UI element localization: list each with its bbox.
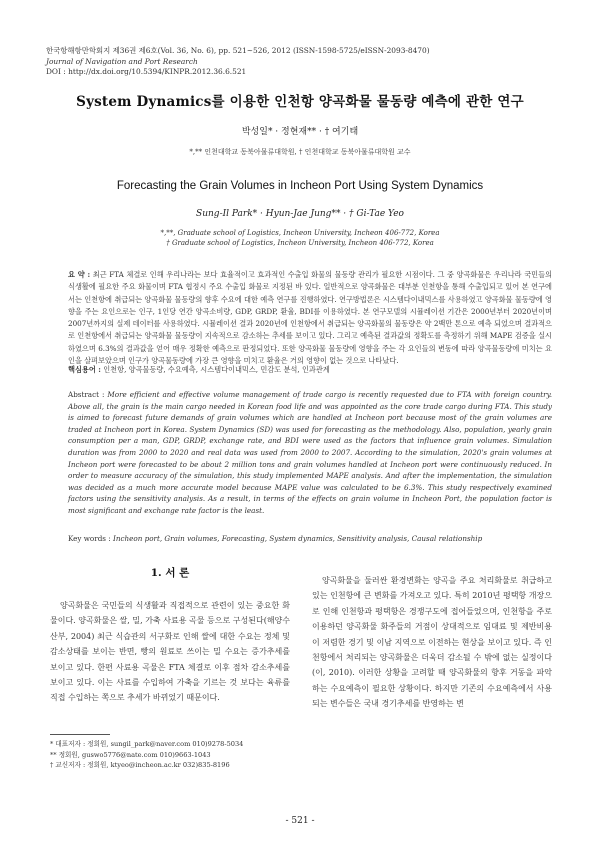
intro-paragraph-left: 양곡화물은 국민들의 식생활과 직접적으로 관련이 있는 중요한 화물이다. 양곡화물은 쌀, 밀, 가축 사료용 곡물 등으로 구성된다(해양수산부, 2004) 최근 식습관의 서구화로 인해 쌀에 대한 수요는 정체 및 감소상태를 보이는 반면, 빵의 원료로 쓰이는 밀 수요는 증가추세를 보이고 있다. 한편 사료용 곡물은 FTA 체결로 이후 점차 감소추세를 보이고 있다. 이는 사료를 수입하여 가축을 기르는 것 보다는 육류를 직접 수입하는 쪽으로 추세가 바뀌었기 때문이다. bbox=[50, 601, 290, 703]
english-abstract-text: More efficient and effective volume management of trade cargo is recently requested due to FTA with foreign country. Above all, the grain is the main cargo needed in Korean food life and was appointed as the core trade cargo during FTA. This study is aimed to forecast future demands of grain volumes which are handled at Incheon port because most of the grain volumes are traded at Incheon port in Korea. System Dynamics (SD) was used for forecasting as the methodology. Also, population, yearly grain consumption per a man, GDP, GRDP, exchange rate, and BDI were used as the factors that influence grain volumes. Simulation duration was from 2000 to 2020 and real data was used from 2000 to 2007. According to the simulation, 2020's grain volumes at Incheon port were forecasted to be about 2 million tons and grain volumes handled at Incheon port were continuously reduced. In order to measure accuracy of the simulation, this study implemented MAPE analysis. And after the implementation, the simulation was decided as a much more accurate model because MAPE value was calculated to be 6.3%. This study respectively examined factors using the sensitivity analysis. As a result, in terms of the effects on grain volume in Incheon Port, the population factor is most significant and exchange rate factor is the least. bbox=[68, 390, 552, 515]
footnote-3: † 교신저자 : 정회원, ktyeo@incheon.ac.kr 032)835-8196 bbox=[50, 761, 230, 769]
footnotes bbox=[50, 739, 310, 771]
english-abstract bbox=[68, 389, 552, 517]
korean-keywords-label: 핵심용어 : bbox=[68, 365, 101, 374]
korean-keywords-text: 인천항, 양곡물동량, 수요예측, 시스템다이내믹스, 민감도 분석, 인과관계 bbox=[103, 365, 330, 374]
korean-abstract bbox=[68, 269, 552, 367]
english-keywords bbox=[68, 534, 552, 543]
right-column bbox=[312, 573, 552, 712]
english-keywords-label: Key words : bbox=[68, 534, 111, 543]
korean-authors: 박성일* · 정현재** · † 여기태 bbox=[241, 127, 359, 137]
intro-paragraph-right: 양곡화물을 둘러싼 환경변화는 양곡을 주요 처리화물로 취급하고 있는 인천항에 큰 변화를 가져오고 있다. 특히 2010년 평택항 개장으로 인해 인천항과 평택항은 경쟁구도에 접어들었으며, 인천항을 주로 이용하던 양곡화물 화주들의 거점이 상대적으로 임대료 및 제반비용이 저렴한 경기 및 이남 지역으로 이전하는 현상을 보이고 있다. 즉 인천항에서 처리되는 양곡화물은 더욱더 감소될 수 밖에 없는 실정이다(이, 2010). 이러한 상황을 고려할 때 양곡화물의 향후 거동을 파악하는 수요예측이 필요한 상황이다. 하지만 기존의 수요예측에서 사용되는 변수들은 국내 경기추세를 반영하는 변 bbox=[312, 576, 552, 709]
korean-keywords bbox=[68, 365, 552, 375]
section-title: 1. 서 론 bbox=[150, 567, 190, 579]
english-affiliation-line1: *,**, Graduate school of Logistics, Incheon University, Incheon 406-772, Korea bbox=[160, 229, 440, 237]
page-number: - 521 - bbox=[285, 816, 315, 826]
footnote-1: * 대표저자 : 정회원, sungil_park@naver.com 010)9278-5034 bbox=[50, 740, 244, 748]
journal-name: Journal of Navigation and Port Research bbox=[46, 56, 198, 66]
journal-header bbox=[46, 46, 430, 78]
korean-abstract-text: 최근 FTA 체결로 인해 우리나라는 보다 효율적이고 효과적인 수출입 화물의 물동량 관리가 필요한 시점이다. 그 중 양곡화물은 우리나라 국민들의 식생활에 필요한 주요 화물이며 FTA 협정시 주요 수출입 화물로 지정된 바 있다. 일반적으로 양곡화물은 대부분 인천항을 통해 수출입되고 있어 본 연구에서는 인천항에 취급되는 양곡화물 물동량의 향후 수요에 대한 예측 연구를 진행하였다. 연구방법론은 시스템다이내믹스를 사용하였고 양곡화물 물동량에 영향을 주는 요인으로는 인구, 1인당 연간 양곡소비량, GDP, GRDP, 환율, BDI를 이용하였다. 본 연구모델의 시뮬레이션 기간은 2000년부터 2020년이며 2007년까지의 실제 데이터를 사용하였다. 시뮬레이션 결과 2020년에 인천항에서 취급되는 양곡화물의 물동량은 약 2백만 톤으로 예측 되었으며 결과적으로 인천항에서 취급되는 양곡화물 물동량이 지속적으로 감소하는 추세를 보이고 있다. 그리고 예측된 결과값의 정확도를 측정하기 위해 MAPE 검증을 실시하였으며 6.3%의 결과값을 얻어 매우 정확한 예측으로 판정되었다. 또한 양곡화물 물동량에 영향을 주는 각 요인들의 변동에 따라 양곡물동량에 미치는 요인을 살펴보았으며 인구가 양곡물동량에 가장 큰 영향을 미치고 환율은 거의 영향이 없는 것으로 나타났다. bbox=[68, 270, 552, 366]
footnote-divider bbox=[50, 734, 110, 735]
english-affiliation-line2: † Graduate school of Logistics, Incheon University, Incheon 406-772, Korea bbox=[166, 239, 434, 247]
english-title: Forecasting the Grain Volumes in Incheon Port Using System Dynamics bbox=[116, 180, 484, 192]
english-keywords-text: Incheon port, Grain volumes, Forecasting, System dynamics, Sensitivity analysis, Causal relationship bbox=[112, 534, 483, 543]
footnote-2: ** 정회원, guswo5776@nate.com 010)9663-1043 bbox=[50, 750, 211, 759]
doi: DOI : http://dx.doi.org/10.5394/KINPR.2012.36.6.521 bbox=[46, 67, 247, 76]
journal-citation: 한국항해항만학회지 제36권 제6호(Vol. 36, No. 6), pp. 521~526, 2012 (ISSN-1598-5725/eISSN-2093-8470) bbox=[46, 46, 430, 55]
korean-affiliation: *,** 인천대학교 동북아물류대학원, † 인천대학교 동북아물류대학원 교수 bbox=[189, 148, 411, 156]
korean-title: System Dynamics를 이용한 인천항 양곡화물 물동량 예측에 관한 연구 bbox=[76, 94, 524, 110]
english-affiliation bbox=[0, 228, 600, 248]
english-authors: Sung-Il Park* · Hyun-Jae Jung** · † Gi-Tae Yeo bbox=[196, 209, 404, 219]
left-column bbox=[50, 565, 290, 706]
korean-abstract-label: 요 약 : bbox=[68, 270, 91, 279]
english-abstract-label: Abstract : bbox=[68, 390, 105, 399]
